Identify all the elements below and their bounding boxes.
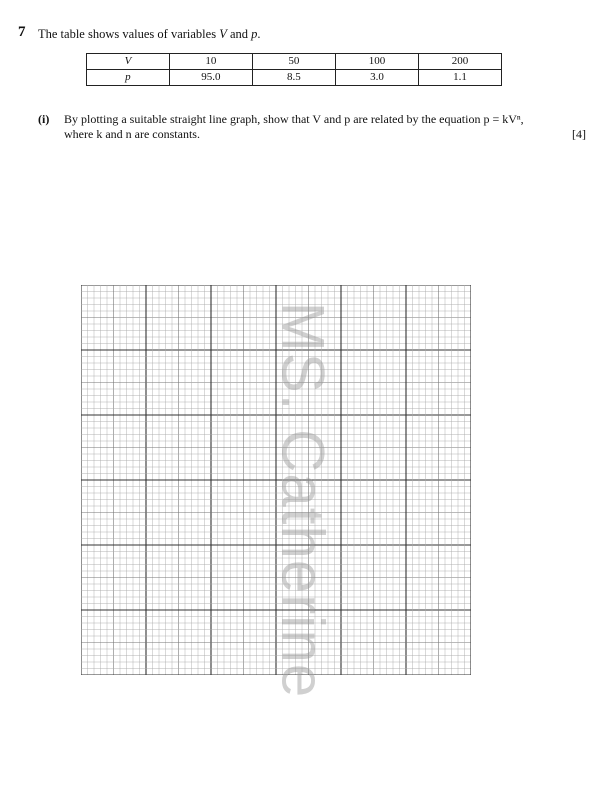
- intro-end: .: [257, 27, 261, 41]
- table-cell: 8.5: [252, 70, 335, 86]
- graph-paper-grid[interactable]: [81, 285, 471, 675]
- part-i-line-2: where k and n are constants.: [64, 127, 200, 141]
- table-header-v: V: [87, 54, 170, 70]
- intro-var-p: p: [251, 27, 258, 41]
- part-i-label: (i): [38, 112, 50, 126]
- part-i-text: [64, 112, 586, 142]
- values-table: [86, 53, 502, 86]
- table-cell: 100: [335, 54, 418, 70]
- question-number: 7: [18, 24, 26, 40]
- part-i-line-1: By plotting a suitable straight line graph, show that V and p are related by the equation p = kVⁿ,: [64, 112, 524, 126]
- table-header-p: p: [87, 70, 170, 86]
- intro-var-v: V: [219, 27, 227, 41]
- part-i-marks: [4]: [572, 127, 586, 141]
- table-row-v: [87, 54, 502, 70]
- table-cell: 50: [252, 54, 335, 70]
- intro-and: and: [226, 27, 252, 41]
- table-row-p: [87, 70, 502, 86]
- table-cell: 10: [169, 54, 252, 70]
- graph-paper[interactable]: [81, 285, 471, 675]
- watermark: MS. Catherine: [269, 301, 337, 699]
- table-cell: 1.1: [418, 70, 501, 86]
- intro-prefix: The table shows values of variables: [38, 27, 220, 41]
- question-intro: [38, 27, 261, 42]
- table-cell: 200: [418, 54, 501, 70]
- table-cell: 3.0: [335, 70, 418, 86]
- table-cell: 95.0: [169, 70, 252, 86]
